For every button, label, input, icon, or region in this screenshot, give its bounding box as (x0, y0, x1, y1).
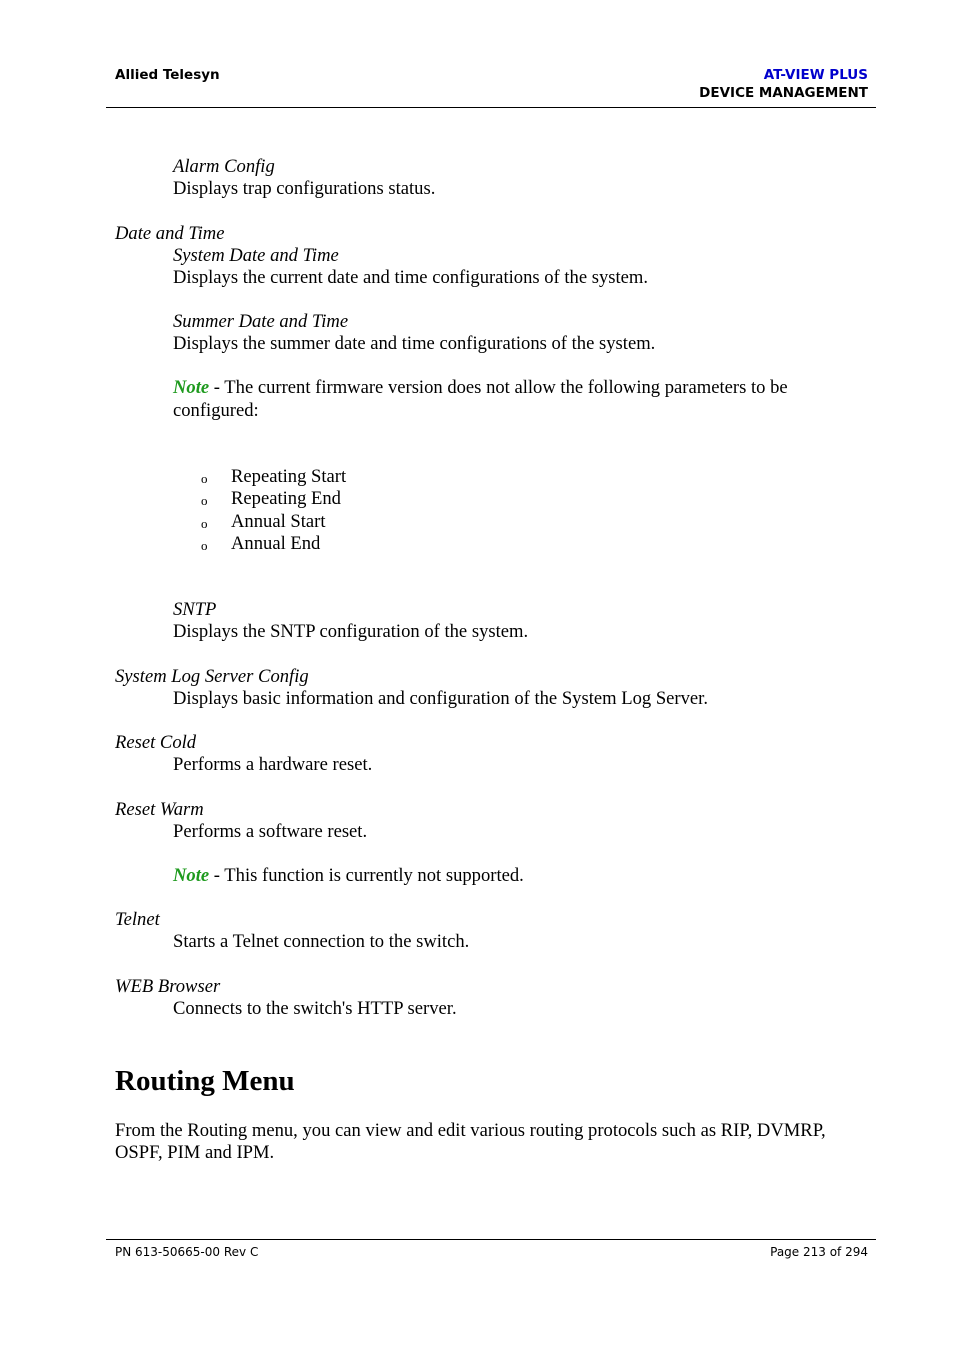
web-browser-desc: Connects to the switch's HTTP server. (173, 998, 457, 1019)
header-company: Allied Telesyn (115, 67, 220, 83)
bullet-icon: o (201, 493, 208, 508)
web-browser-title: WEB Browser (115, 976, 221, 997)
note-label: Note (173, 865, 210, 886)
summer-date-time-title: Summer Date and Time (173, 311, 349, 332)
footer-rule (106, 1239, 876, 1240)
list-item: Annual End (231, 533, 321, 554)
list-item: Repeating End (231, 488, 341, 509)
system-date-time-desc: Displays the current date and time configurations of the system. (173, 267, 649, 288)
bullet-icon: o (201, 538, 208, 553)
firmware-note (173, 377, 788, 399)
header-product: AT-VIEW PLUS (763, 67, 868, 83)
header-rule (106, 107, 876, 108)
note-label: Note (173, 377, 210, 398)
routing-menu-heading: Routing Menu (115, 1065, 295, 1097)
telnet-title: Telnet (115, 909, 160, 930)
routing-paragraph-line2: OSPF, PIM and IPM. (115, 1142, 275, 1163)
footer-part-number: PN 613-50665-00 Rev C (115, 1245, 259, 1259)
note-text: - This function is currently not supported. (209, 865, 524, 886)
firmware-note-line2: configured: (173, 400, 259, 421)
alarm-config-desc: Displays trap configurations status. (173, 178, 436, 199)
list-item: Annual Start (231, 511, 326, 532)
footer-page-number: Page 213 of 294 (770, 1245, 868, 1259)
reset-warm-desc: Performs a software reset. (173, 821, 368, 842)
alarm-config-title: Alarm Config (173, 156, 275, 177)
bullet-icon: o (201, 516, 208, 531)
summer-date-time-desc: Displays the summer date and time configurations of the system. (173, 333, 656, 354)
syslog-title: System Log Server Config (115, 666, 309, 687)
reset-cold-title: Reset Cold (115, 732, 197, 753)
header-section: DEVICE MANAGEMENT (699, 85, 868, 101)
list-item: Repeating Start (231, 466, 347, 487)
telnet-desc: Starts a Telnet connection to the switch. (173, 931, 470, 952)
date-time-title: Date and Time (115, 223, 225, 244)
routing-paragraph-line1: From the Routing menu, you can view and edit various routing protocols such as RIP, DVMRP, (115, 1120, 826, 1141)
sntp-title: SNTP (173, 599, 217, 620)
sntp-desc: Displays the SNTP configuration of the system. (173, 621, 529, 642)
bullet-icon: o (201, 471, 208, 486)
reset-warm-title: Reset Warm (115, 799, 204, 820)
reset-cold-desc: Performs a hardware reset. (173, 754, 373, 775)
note-text: - The current firmware version does not allow the following parameters to be (209, 377, 788, 398)
system-date-time-title: System Date and Time (173, 245, 339, 266)
syslog-desc: Displays basic information and configuration of the System Log Server. (173, 688, 708, 709)
reset-warm-note (173, 865, 524, 887)
